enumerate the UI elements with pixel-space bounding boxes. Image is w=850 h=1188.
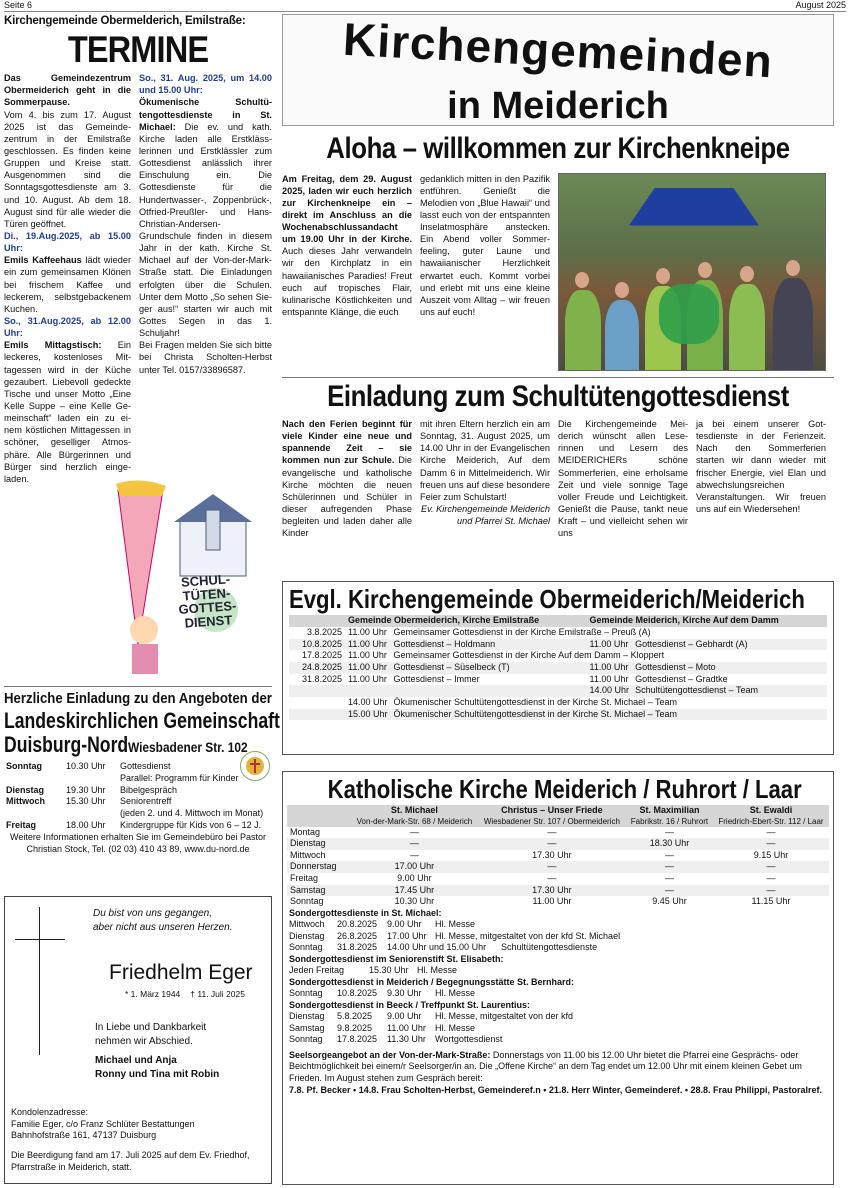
special-what: Hl. Messe, mitgestaltet von der kfd	[435, 1011, 574, 1022]
evgl-event1: Ökumenischer Schultütengottesdienst in der Kirche St. Michael – Team	[393, 708, 678, 719]
lkg-time: 19.30 Uhr	[66, 784, 106, 795]
page-title-line1: Kirchengemeinden	[341, 12, 775, 88]
kath-time: 11.00 Uhr	[532, 896, 572, 907]
special-day: Samstag	[289, 1022, 325, 1033]
kath-time: —	[547, 838, 557, 849]
special-date: 31.8.2025	[337, 942, 378, 953]
evgl-date	[289, 697, 345, 709]
lkg-row	[4, 808, 272, 820]
lkg-schedule	[4, 761, 272, 831]
photo-tent	[629, 188, 759, 226]
kath-special-row	[289, 1011, 829, 1023]
evgl-col2: Gemeinde Meiderich, Kirche Auf dem Damm	[587, 615, 827, 627]
evgl-header-row	[289, 615, 827, 627]
kath-time: —	[409, 826, 419, 837]
lkg-what: (jeden 2. und 4. Mittwoch im Monat)	[120, 807, 264, 818]
kath-time: 17.30 Uhr	[532, 849, 572, 860]
special-time: 11.30 Uhr	[387, 1034, 426, 1045]
kath-church-address: Fabrikstr. 16 / Ruhrort	[630, 816, 709, 826]
illustration-text: SCHUL-TÜTEN-GOTTES-DIENST	[178, 571, 237, 631]
kath-special-row	[289, 931, 829, 943]
kath-church-address: Von-der-Mark-Str. 68 / Meiderich	[356, 816, 473, 826]
evgl-time2: 11.00 Uhr	[589, 673, 629, 684]
kath-section	[282, 771, 834, 1185]
lkg-row	[4, 820, 272, 832]
evgl-event2: Gottesdienst – Gradtke	[635, 673, 728, 684]
kath-time: —	[766, 873, 776, 883]
kath-time: 17.00 Uhr	[394, 861, 435, 872]
contact-text: Bei Fragen melden Sie sich bitte bei Christa Scholten-Herbst unter Tel. 0157/33896587.	[139, 340, 272, 375]
evgl-event1: Gemeinsamer Gottesdienst in der Kirche Emilstraße – Preuß (A)	[393, 626, 651, 637]
mittagstisch-date: So., 31.Aug.2025, ab 12.00 Uhr:	[4, 315, 131, 339]
lkg-day: Sonntag	[6, 761, 42, 772]
schul-col4: ja bei einem unserer Gottesdienste in der Ferienzeit. Nach den Sommerferien starten wir dann wieder mit frischer Energie, viel Elan und abwechslungsreichen Veranstaltungen. Wir freuen uns auf ein Wiedersehen!	[696, 419, 826, 514]
special-day: Sonntag	[289, 942, 323, 953]
special-day: Sonntag	[289, 988, 323, 999]
kath-special-row	[289, 965, 829, 977]
kath-special-heading: Sondergottesdienst im Seniorenstift St. Elisabeth:	[289, 953, 504, 964]
aloha-col1: Am Freitag, dem 29. August 2025, laden wir euch herzlich zur Kirchenkneipe ein – direkt im Anschluss an die Wochenabschlussandacht um 19.00 Uhr in der Kirche. Auch dieses Jahr verwandeln wir den Kirchplatz in ein hawaiianisches Paradies! Freut euch auf tropisches Flair, kulinarische Köstlichkeiten und entspannte Klänge, die euch	[282, 173, 412, 318]
lkg-what: Kindergruppe für Kids von 6 – 12 J.	[120, 819, 262, 830]
kath-church-address: Friedrich-Ebert-Str. 112 / Laar	[718, 816, 824, 826]
kath-week-row	[287, 838, 829, 850]
kath-address-row	[287, 817, 829, 827]
special-what: Hl. Messe	[435, 919, 476, 930]
lkg-invitation: Herzliche Einladung zu den Angeboten der	[4, 690, 272, 707]
kath-day: Donnerstag	[290, 861, 337, 872]
lkg-time: 15.30 Uhr	[66, 796, 106, 807]
evgl-time2: 14.00 Uhr	[589, 685, 630, 696]
special-day: Dienstag	[289, 930, 325, 941]
evgl-time1: 14.00 Uhr	[348, 697, 388, 707]
special-time: 17.00 Uhr	[387, 930, 427, 941]
kath-special-services	[287, 908, 829, 1046]
evgl-time1: 11.00 Uhr	[348, 638, 387, 649]
lkg-time: 10.30 Uhr	[66, 761, 106, 772]
lkg-section	[4, 686, 280, 886]
kath-day: Montag	[290, 826, 321, 837]
seelsorge-names: 7.8. Pf. Becker • 14.8. Frau Scholten-Herbst, Gemeinderef.n • 21.8. Herr Winter, Gemeinderef. • 28.8. Frau Philippi, Pastoralref.	[289, 1084, 823, 1095]
kath-time: —	[409, 838, 419, 849]
special-date: 26.8.2025	[337, 930, 378, 941]
kath-time: 18.30 Uhr	[649, 838, 690, 849]
kath-special-heading: Sondergottesdienst in Meiderich / Begegnungsstätte St. Bernhard:	[289, 976, 575, 987]
special-date: 5.8.2025	[337, 1011, 373, 1022]
special-day: Jeden Freitag	[289, 965, 345, 976]
schul-signature: Ev. Kirchengemeinde Meiderich und Pfarrei St. Michael	[420, 503, 550, 527]
kath-special-heading: Sondergottesdienste in St. Michael:	[289, 907, 442, 918]
lkg-city: Duisburg-Nord	[4, 731, 129, 757]
lkg-day: Dienstag	[6, 784, 45, 795]
kath-empty	[287, 817, 351, 827]
lkg-time	[64, 773, 118, 785]
special-day: Mittwoch	[289, 919, 325, 930]
lkg-what: Seniorentreff	[120, 796, 172, 807]
evgl-schedule	[289, 615, 827, 720]
kath-heading: Katholische Kirche Meiderich / Ruhrort / Laar	[327, 774, 802, 804]
kath-special-heading: Sondergottesdienst in Beeck / Treffpunkt St. Laurentius:	[289, 999, 531, 1010]
evgl-time1: 11.00 Uhr	[348, 626, 387, 637]
kath-time: —	[766, 838, 776, 849]
evgl-time1: 11.00 Uhr	[348, 673, 387, 684]
kaffeehaus-date: Di., 19.Aug.2025, ab 15.00 Uhr:	[4, 231, 131, 254]
lkg-what: Parallel: Programm für Kinder	[120, 772, 239, 783]
sommerpause-heading: Das Gemeindezentrum Obermeiderich geht in die Sommerpause.	[4, 73, 131, 108]
evgl-time1: 11.00 Uhr	[348, 661, 387, 672]
lkg-footer: Weitere Informationen erhalten Sie im Gemeindebüro bei Pastor Christian Stock, Tel. (02 03) 410 43 89, www.du-nord.de	[10, 832, 266, 855]
evgl-date	[289, 685, 345, 697]
evgl-time2: 11.00 Uhr	[589, 661, 629, 672]
photo-person	[773, 278, 813, 370]
kath-time: —	[547, 873, 557, 883]
evgl-row	[289, 709, 827, 721]
special-day: Sonntag	[289, 1034, 323, 1045]
evgl-row	[289, 639, 827, 651]
kath-time: 9.45 Uhr	[652, 896, 687, 907]
photo-person	[565, 290, 601, 370]
lkg-time: 18.00 Uhr	[66, 819, 106, 830]
evgl-time2: 11.00 Uhr	[589, 638, 629, 649]
kath-time: —	[766, 884, 776, 895]
kath-time: —	[547, 861, 557, 872]
evgl-event1: Gottesdienst – Süselbeck (T)	[393, 661, 510, 672]
kath-time: 9.15 Uhr	[753, 849, 789, 860]
obit-line-2: nehmen wir Abschied.	[95, 1035, 193, 1047]
kath-time: 17.30 Uhr	[532, 884, 572, 895]
kath-church-name: St. Maximilian	[639, 805, 700, 816]
kirchenkneipe-photo	[558, 173, 826, 371]
cross-icon	[39, 907, 40, 1055]
photo-person	[605, 300, 639, 370]
kath-time: —	[664, 861, 674, 872]
evgl-date: 3.8.2025	[306, 626, 342, 637]
kath-special-row	[289, 942, 829, 954]
lkg-day	[4, 808, 64, 820]
kath-time: 10.30 Uhr	[394, 896, 435, 907]
evgl-event1: Ökumenischer Schultütengottesdienst in der Kirche St. Michael – Team	[393, 697, 678, 707]
lkg-address: Wiesbadener Str. 102	[128, 738, 248, 755]
evgl-event2: Gottesdienst – Gebhardt (A)	[635, 638, 748, 649]
lkg-what: Bibelgespräch	[120, 784, 178, 795]
kath-week-row	[287, 873, 829, 885]
evgl-date: 24.8.2025	[301, 661, 342, 672]
kath-special-row	[289, 1023, 829, 1035]
kath-day: Samstag	[290, 884, 326, 895]
lkg-day: Mittwoch	[6, 796, 45, 807]
kath-time: —	[664, 826, 674, 837]
kath-week-row	[287, 885, 829, 897]
cross-icon-bar	[15, 939, 65, 940]
kath-empty	[287, 805, 351, 817]
photo-person	[729, 284, 765, 370]
termine-title: TERMINE	[67, 29, 209, 71]
evgl-col1: Gemeinde Obermeiderich, Kirche Emilstraße	[345, 615, 587, 627]
kaffeehaus-text: Emils Kaffeehaus lädt wieder ein zum gemeinsamen Klönen bei frischem Kaffee und leckerem, selbstgebackenem Kuchen.	[4, 255, 131, 314]
evgl-time1: 15.00 Uhr	[348, 708, 388, 719]
kath-special-row	[289, 919, 829, 931]
evgl-date: 31.8.2025	[301, 673, 342, 684]
kath-time: —	[766, 826, 776, 837]
aloha-col2: gedanklich mitten in den Pazifik entführen. Genießt die Melodien von „Blue Hawaii“ und lasst euch von der entspannten Inselatmosphäre anstecken. Ein Abend voller Sommerfeeling, guter Laune und hawaiianischer Herzlichkeit erwartet euch. Kommt vorbei und erlebt mit uns eine kleine Auszeit vom Alltag – wir freuen uns auf euch!	[420, 173, 550, 318]
sommerpause-text: Vom 4. bis zum 17. August 2025 ist das Gemeindezentrum in der Emilstraße geschlossen. Es finden keine Gruppen und Kreise statt. Ausgenommen sind die Sonntagsgottesdienste am 3. und 10. August. Ab dem 18. August sind für alle wieder die Türen geöffnet.	[4, 109, 131, 229]
kath-church-address: Wiesbadener Str. 107 / Obermeiderich	[483, 816, 620, 826]
kath-time: —	[766, 861, 776, 872]
aloha-heading: Aloha – willkommen zur Kirchenkneipe	[326, 132, 790, 165]
special-time: 11.00 Uhr	[387, 1022, 426, 1033]
kath-time: 11.15 Uhr	[751, 896, 791, 907]
kath-schedule	[287, 805, 829, 907]
obit-quote-1: Du bist von uns gegangen,	[93, 908, 212, 919]
kath-time: —	[664, 849, 674, 860]
special-what: Wortgottesdienst	[435, 1034, 503, 1045]
mittagstisch-text: Emils Mittagstisch: Ein leckeres, kostenloses Mittagessen wird in der Küche gezaubert. Liebevoll gedeckte Tische und unser Motto „Eine Kelle Suppe – eine Kelle Gemeinschaft“ laden ein zu einem köstlichen Mittagessen in schöner, geselliger Atmosphäre. Alle Bürgerinnen und Bürger sind herzlich eingeladen.	[4, 340, 131, 484]
lkg-day	[4, 773, 64, 785]
lkg-what: Gottesdienst	[120, 761, 171, 772]
lkg-logo	[240, 751, 270, 781]
special-date: 10.8.2025	[337, 988, 378, 999]
obit-family-1: Michael und Anja	[95, 1055, 177, 1066]
kath-day: Mittwoch	[290, 849, 326, 860]
special-time: 9.00 Uhr	[387, 919, 422, 930]
obit-born: * 1. März 1944	[125, 989, 181, 999]
page-header	[4, 0, 846, 12]
special-time: 15.30 Uhr	[369, 965, 409, 976]
photo-inflatable	[659, 284, 719, 344]
schul-col3: Die Kirchengemeinde Meiderich wünscht allen Leserinnen und Lesern des MEIDERICHERs schöne Sommerferien, eine erholsame Zeit und viele sonnige Tage voller Freude und Leichtigkeit. Genießt die Pause, tankt neue Kraft – und vielleicht sehen wir uns	[558, 419, 688, 539]
kath-time: —	[547, 826, 557, 837]
obit-family-2: Ronny und Tina mit Robin	[95, 1068, 220, 1080]
issue-date: August 2025	[795, 0, 846, 10]
evgl-event1: Gottesdienst – Holdmann	[393, 638, 496, 649]
evgl-event2: Schultütengottesdienst – Team	[635, 685, 758, 696]
special-time: 9.30 Uhr	[387, 988, 422, 999]
obit-addr-heading: Kondolenzadresse:	[11, 1107, 89, 1117]
evgl-date: 10.8.2025	[301, 638, 342, 649]
evgl-section	[282, 581, 834, 755]
obit-addr-2: Bahnhofstraße 161, 47137 Duisburg	[11, 1130, 157, 1141]
kath-special-row	[289, 1034, 829, 1046]
kath-week-row	[287, 896, 829, 908]
lkg-name: Landeskirchlichen Gemeinschaft	[4, 707, 280, 733]
kath-day: Dienstag	[290, 838, 326, 849]
evgl-row	[289, 685, 827, 697]
kath-time: —	[664, 884, 674, 895]
schultueten-date: So., 31. Aug. 2025, um 14.00 und 15.00 Uhr:	[139, 73, 272, 96]
lkg-row	[4, 761, 272, 773]
obit-line-1: In Liebe und Dankbarkeit	[95, 1022, 207, 1033]
evgl-date: 17.8.2025	[301, 650, 342, 661]
right-column	[282, 14, 834, 539]
schul-col2: mit ihren Eltern herzlich ein am Sonntag, 31. August 2025, um 14.00 Uhr in der Evangelischen Kirche Meiderich, Auf dem Damm 6 in Mittelmeiderich. Wir freuen uns auf diese besondere Feier zum Schulstart! Ev. Kirchengemeinde Meiderich und Pfarrei St. Michael	[420, 419, 550, 527]
kath-time: —	[664, 873, 674, 883]
obit-quote-2: aber nicht aus unseren Herzen.	[93, 921, 233, 933]
evgl-row	[289, 650, 827, 662]
special-time: 9.00 Uhr	[387, 1011, 422, 1022]
evgl-row	[289, 627, 827, 639]
evgl-time1	[345, 685, 391, 697]
evgl-heading: Evgl. Kirchengemeinde Obermeiderich/Meiderich	[289, 584, 805, 614]
kath-week-row	[287, 861, 829, 873]
page-title-line2: in Meiderich	[447, 85, 669, 127]
schultueten-heading: Einladung zum Schultütengottesdienst	[327, 379, 789, 413]
kath-week-row	[287, 827, 829, 839]
kath-time: 9.00 Uhr	[397, 873, 432, 883]
evgl-event2: Gottesdienst – Moto	[635, 661, 716, 672]
kath-week-row	[287, 850, 829, 862]
seelsorge: Seelsorgeangebot an der Von-der-Mark-Straße: Donnerstags von 11.00 bis 12.00 Uhr bietet die Pfarrei eine Gesprächs- oder Beichtmöglichkeit bei einem/r Seelsorger/in an. Die „Offene Kirche“ an dem Tag endet um 12.00 Uhr mit einem kleinen Gebet um Frieden. Im August stehen zum Gespräch bereit: 7.8. Pf. Becker • 14.8. Frau Scholten-Herbst, Gemeinderef.n • 21.8. Herr Winter, Gemeinderef. • 28.8. Frau Philippi, Pastoralref.	[287, 1050, 829, 1097]
kath-time: —	[409, 849, 419, 860]
evgl-event1: Gemeinsamer Gottesdienst in der Kirche Auf dem Damm – Kloppert	[393, 650, 665, 661]
lkg-row	[4, 796, 272, 808]
obit-name: Friedhelm Eger	[109, 961, 253, 984]
kath-church-name: St. Ewaldi	[749, 805, 793, 816]
page-title-box	[282, 14, 834, 126]
evgl-event1: Gottesdienst – Immer	[393, 673, 480, 684]
kath-time: 17.45 Uhr	[394, 884, 435, 895]
kath-church-name: St. Michael	[390, 805, 438, 816]
special-what: Hl. Messe	[435, 988, 476, 999]
evgl-row	[289, 697, 827, 709]
special-date: 9.8.2025	[337, 1022, 373, 1033]
lkg-row	[4, 773, 272, 785]
evgl-time1: 11.00 Uhr	[348, 650, 387, 661]
lkg-day: Freitag	[6, 819, 37, 830]
lkg-time	[64, 808, 118, 820]
special-time: 14.00 Uhr und 15.00 Uhr	[387, 942, 487, 953]
special-day: Dienstag	[289, 1011, 325, 1022]
special-what: Hl. Messe	[417, 965, 458, 976]
obit-died: † 11. Juli 2025	[190, 989, 245, 999]
special-what: Hl. Messe	[435, 1022, 476, 1033]
kath-day: Freitag	[290, 873, 319, 883]
schultueten-text: Ökumenische Schultütengottesdienste in St. Michael: Die ev. und kath. Kirche laden alle Erstklässlerinnen und Erstklässler zum Gottesdienst anlässlich ihrer Einschulung ein. Die Gottesdienste für die Hundertwasser-, Zoppenbrück-, Otfried-Preußler- und Hans-Christian-Andersen-Grundschule finden in diesem Jahr in der kath. Kirche St. Michael auf der Von-der-Mark-Straße statt. Die Einladungen erfolgten über die Schulen. Unter dem Motto „So sehen Sieger aus!“ starten wir auch mit Gottes Segen in das 1. Schuljahr!	[139, 97, 272, 339]
evgl-event1	[391, 685, 587, 697]
kath-header-row	[287, 805, 829, 817]
termine-banner: Kirchengemeinde Obermelderich, Emilstraße:	[4, 15, 246, 27]
obit-burial: Die Beerdigung fand am 17. Juli 2025 auf dem Ev. Friedhof, Pfarrstraße in Meiderich, statt.	[11, 1150, 250, 1172]
special-date: 20.8.2025	[337, 919, 378, 930]
special-what: Schultütengottesdienste	[501, 942, 598, 953]
obit-addr-1: Familie Eger, c/o Franz Schlüter Bestattungen	[11, 1118, 195, 1129]
kath-day: Sonntag	[290, 896, 324, 907]
special-what: Hl. Messe, mitgestaltet von der kfd St. Michael	[435, 930, 621, 941]
evgl-date	[289, 709, 345, 721]
schul-col1: Nach den Ferien beginnt für viele Kinder eine neue und spannende Zeit – sie kommen nun zur Schule. Die evangelische und katholische Kirche möchten die neuen Schülerinnen und Schüler in dieser aufregenden Phase begleiten und laden daher alle Kinder	[282, 419, 413, 539]
schultuete-illustration	[88, 480, 270, 676]
page-number: Seite 6	[4, 0, 33, 10]
obituary	[4, 896, 272, 1184]
lkg-row	[4, 785, 272, 797]
special-date: 17.8.2025	[337, 1034, 378, 1045]
kath-special-row	[289, 988, 829, 1000]
evgl-row	[289, 674, 827, 686]
kath-church-name: Christus – Unser Friede	[501, 805, 603, 816]
evgl-row	[289, 662, 827, 674]
